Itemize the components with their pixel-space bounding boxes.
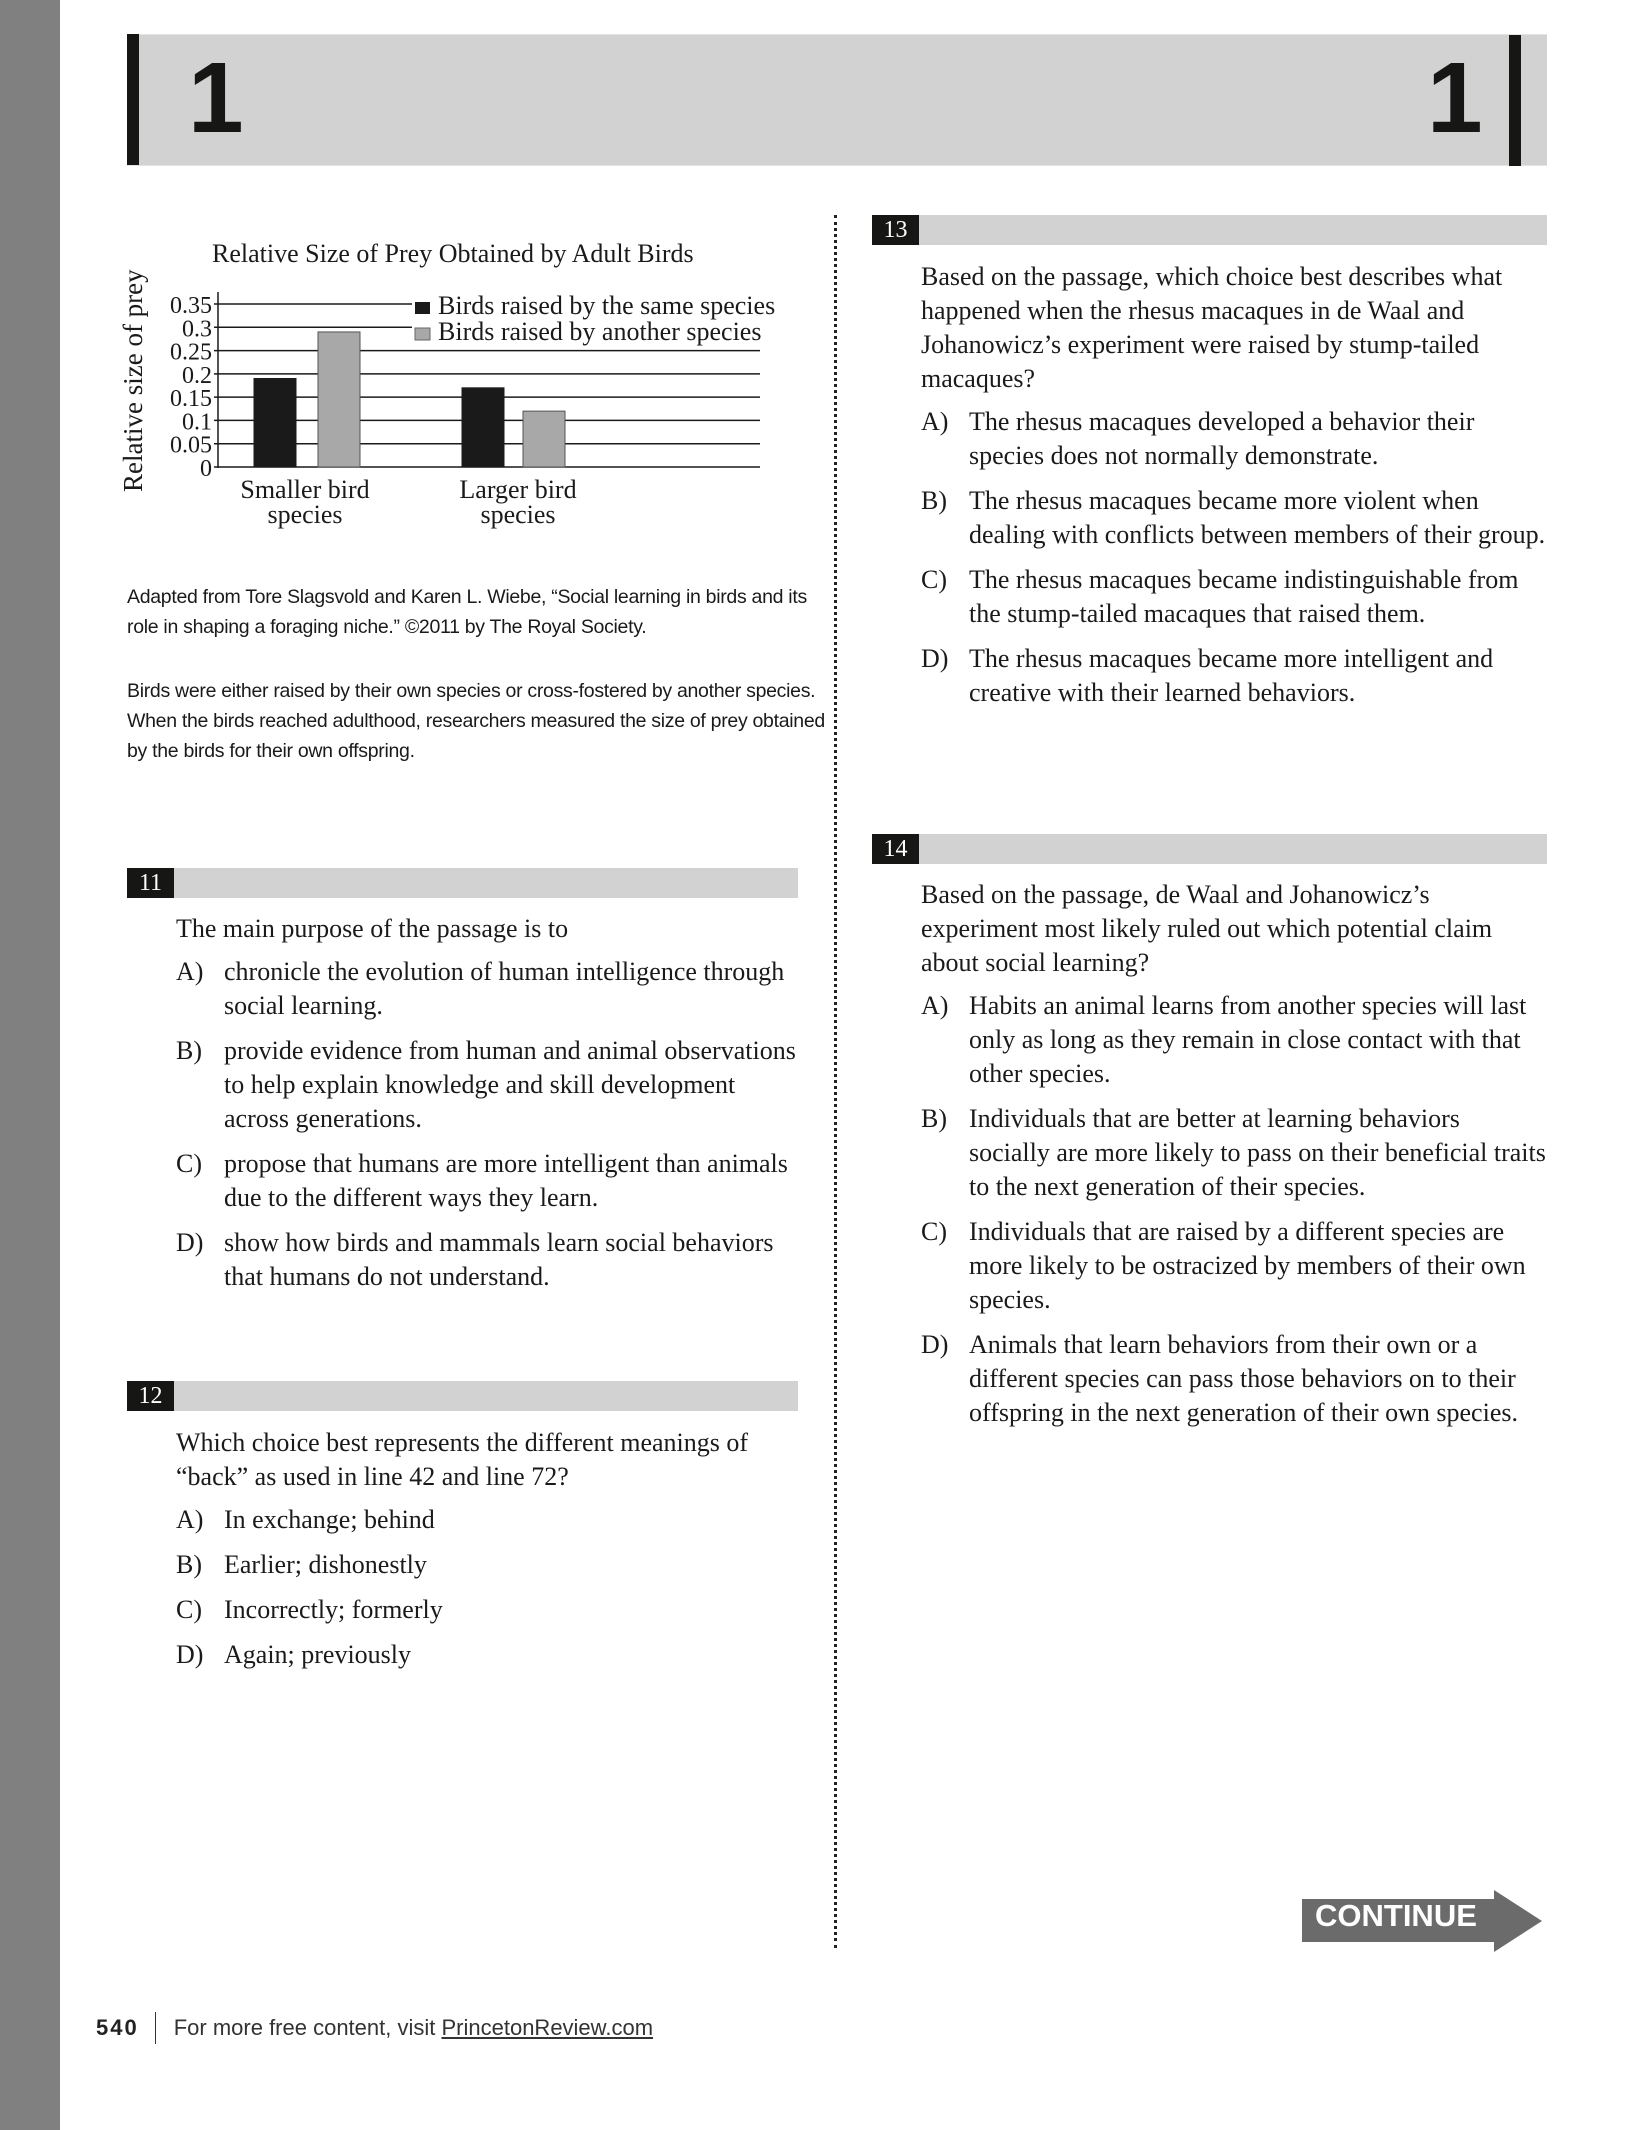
section-header-bar-left bbox=[127, 34, 139, 165]
answer-option-d[interactable]: D) The rhesus macaques became more intelligent and creative with their learned behaviors. bbox=[921, 644, 1494, 707]
question-stem: Based on the passage, de Waal and Johanowicz’s experiment most likely ruled out which potential claim about social learning? bbox=[921, 880, 1493, 977]
y-axis-ticks bbox=[170, 293, 212, 482]
continue-button[interactable] bbox=[1302, 1890, 1542, 1952]
answer-option-d[interactable]: D) show how birds and mammals learn social behaviors that humans do not understand. bbox=[176, 1228, 774, 1291]
column-divider bbox=[834, 215, 837, 1948]
answer-option-c[interactable]: C) The rhesus macaques became indistinguishable from the stump-tailed macaques that raised them. bbox=[921, 565, 1519, 628]
legend-label-another: Birds raised by another species bbox=[438, 317, 762, 346]
answer-option-a[interactable]: A) Habits an animal learns from another species will last only as long as they remain in close contact with that other species. bbox=[921, 991, 1527, 1088]
question-12-header bbox=[127, 1381, 798, 1411]
section-header-band bbox=[127, 34, 1547, 166]
answer-option-d[interactable]: D) Again; previously bbox=[176, 1640, 412, 1669]
question-13-header bbox=[872, 215, 1547, 245]
question-number: 13 bbox=[872, 215, 919, 245]
bars bbox=[254, 332, 565, 467]
question-12 bbox=[176, 1426, 806, 1683]
figure-source-caption: Adapted from Tore Slagsvold and Karen L. Wiebe, “Social learning in birds and its role in shaping a foraging niche.” ©2011 by The Royal Society. bbox=[127, 586, 807, 638]
question-11 bbox=[176, 912, 806, 1305]
bar bbox=[462, 388, 504, 467]
question-stem: The main purpose of the passage is to bbox=[176, 914, 569, 943]
bar bbox=[254, 379, 296, 467]
question-number: 14 bbox=[872, 834, 919, 864]
bar bbox=[523, 411, 565, 467]
x-category-label: species bbox=[267, 500, 343, 529]
bar bbox=[318, 332, 360, 467]
figure-description-caption: Birds were either raised by their own species or cross-fostered by another species. When the birds reached adulthood, researchers measured the size of prey obtained by the birds for their own offspring. bbox=[127, 680, 825, 762]
x-axis-labels bbox=[240, 475, 576, 529]
x-category-label: Smaller bird bbox=[240, 475, 370, 504]
footer-link[interactable]: PrincetonReview.com bbox=[441, 2015, 654, 2040]
answer-option-c[interactable]: C) propose that humans are more intelligent than animals due to the different ways they learn. bbox=[176, 1149, 788, 1212]
y-tick-label: 0.3 bbox=[182, 316, 212, 343]
page-edge-strip bbox=[0, 0, 60, 2130]
legend-swatch-same bbox=[415, 302, 430, 314]
chart-ylabel: Relative size of prey bbox=[118, 269, 148, 492]
bar-chart bbox=[110, 230, 830, 550]
question-14 bbox=[921, 878, 1546, 1441]
x-category-label: Larger bird bbox=[459, 475, 577, 504]
question-stem: Based on the passage, which choice best describes what happened when the rhesus macaques in de Waal and Johanowicz’s experiment were raised by stump-tailed macaques? bbox=[921, 262, 1503, 393]
answer-option-b[interactable]: B) Individuals that are better at learning behaviors socially are more likely to pass on their beneficial traits to the next generation of their species. bbox=[921, 1104, 1546, 1201]
question-11-header bbox=[127, 868, 798, 898]
y-tick-label: 0.05 bbox=[170, 432, 212, 459]
answer-option-c[interactable]: C) Incorrectly; formerly bbox=[176, 1595, 443, 1624]
y-tick-label: 0.2 bbox=[182, 362, 212, 389]
legend-label-same: Birds raised by the same species bbox=[438, 291, 776, 320]
answer-option-a[interactable]: A) chronicle the evolution of human intelligence through social learning. bbox=[176, 957, 785, 1020]
x-category-label: species bbox=[480, 500, 556, 529]
chart-title: Relative Size of Prey Obtained by Adult Birds bbox=[212, 239, 694, 268]
answer-option-a[interactable]: A) The rhesus macaques developed a behavior their species does not normally demonstrate. bbox=[921, 407, 1475, 470]
question-13 bbox=[921, 260, 1546, 721]
answer-option-c[interactable]: C) Individuals that are raised by a different species are more likely to be ostracized by members of their own species. bbox=[921, 1217, 1526, 1314]
legend-swatch-another bbox=[415, 328, 430, 340]
continue-label: CONTINUE bbox=[1315, 1898, 1477, 1933]
question-stem: Which choice best represents the different meanings of “back” as used in line 42 and line 72? bbox=[176, 1428, 749, 1491]
section-number-right: 1 bbox=[1427, 42, 1483, 154]
y-tick-label: 0.1 bbox=[182, 409, 212, 436]
question-number: 12 bbox=[127, 1381, 174, 1411]
y-tick-label: 0.25 bbox=[170, 339, 212, 366]
page-footer bbox=[96, 2010, 653, 2046]
page-number: 540 bbox=[96, 2015, 139, 2040]
answer-option-b[interactable]: B) The rhesus macaques became more violent when dealing with conflicts between members of their group. bbox=[921, 486, 1546, 549]
y-tick-label: 0.35 bbox=[170, 293, 212, 319]
y-tick-label: 0.15 bbox=[170, 386, 212, 413]
y-tick-label: 0 bbox=[200, 456, 212, 482]
answer-option-d[interactable]: D) Animals that learn behaviors from their own or a different species can pass those behaviors on to their offspring in the next generation of their own species. bbox=[921, 1330, 1518, 1427]
answer-option-a[interactable]: A) In exchange; behind bbox=[176, 1505, 435, 1534]
section-header-bar-right bbox=[1509, 35, 1521, 166]
footer-separator bbox=[155, 2012, 156, 2044]
answer-option-b[interactable]: B) Earlier; dishonestly bbox=[176, 1550, 427, 1579]
question-14-header bbox=[872, 834, 1547, 864]
section-number-left: 1 bbox=[188, 42, 244, 154]
answer-option-b[interactable]: B) provide evidence from human and animal observations to help explain knowledge and skill development across generations. bbox=[176, 1036, 796, 1133]
question-number: 11 bbox=[127, 868, 174, 898]
footer-text: For more free content, visit bbox=[173, 2015, 442, 2040]
